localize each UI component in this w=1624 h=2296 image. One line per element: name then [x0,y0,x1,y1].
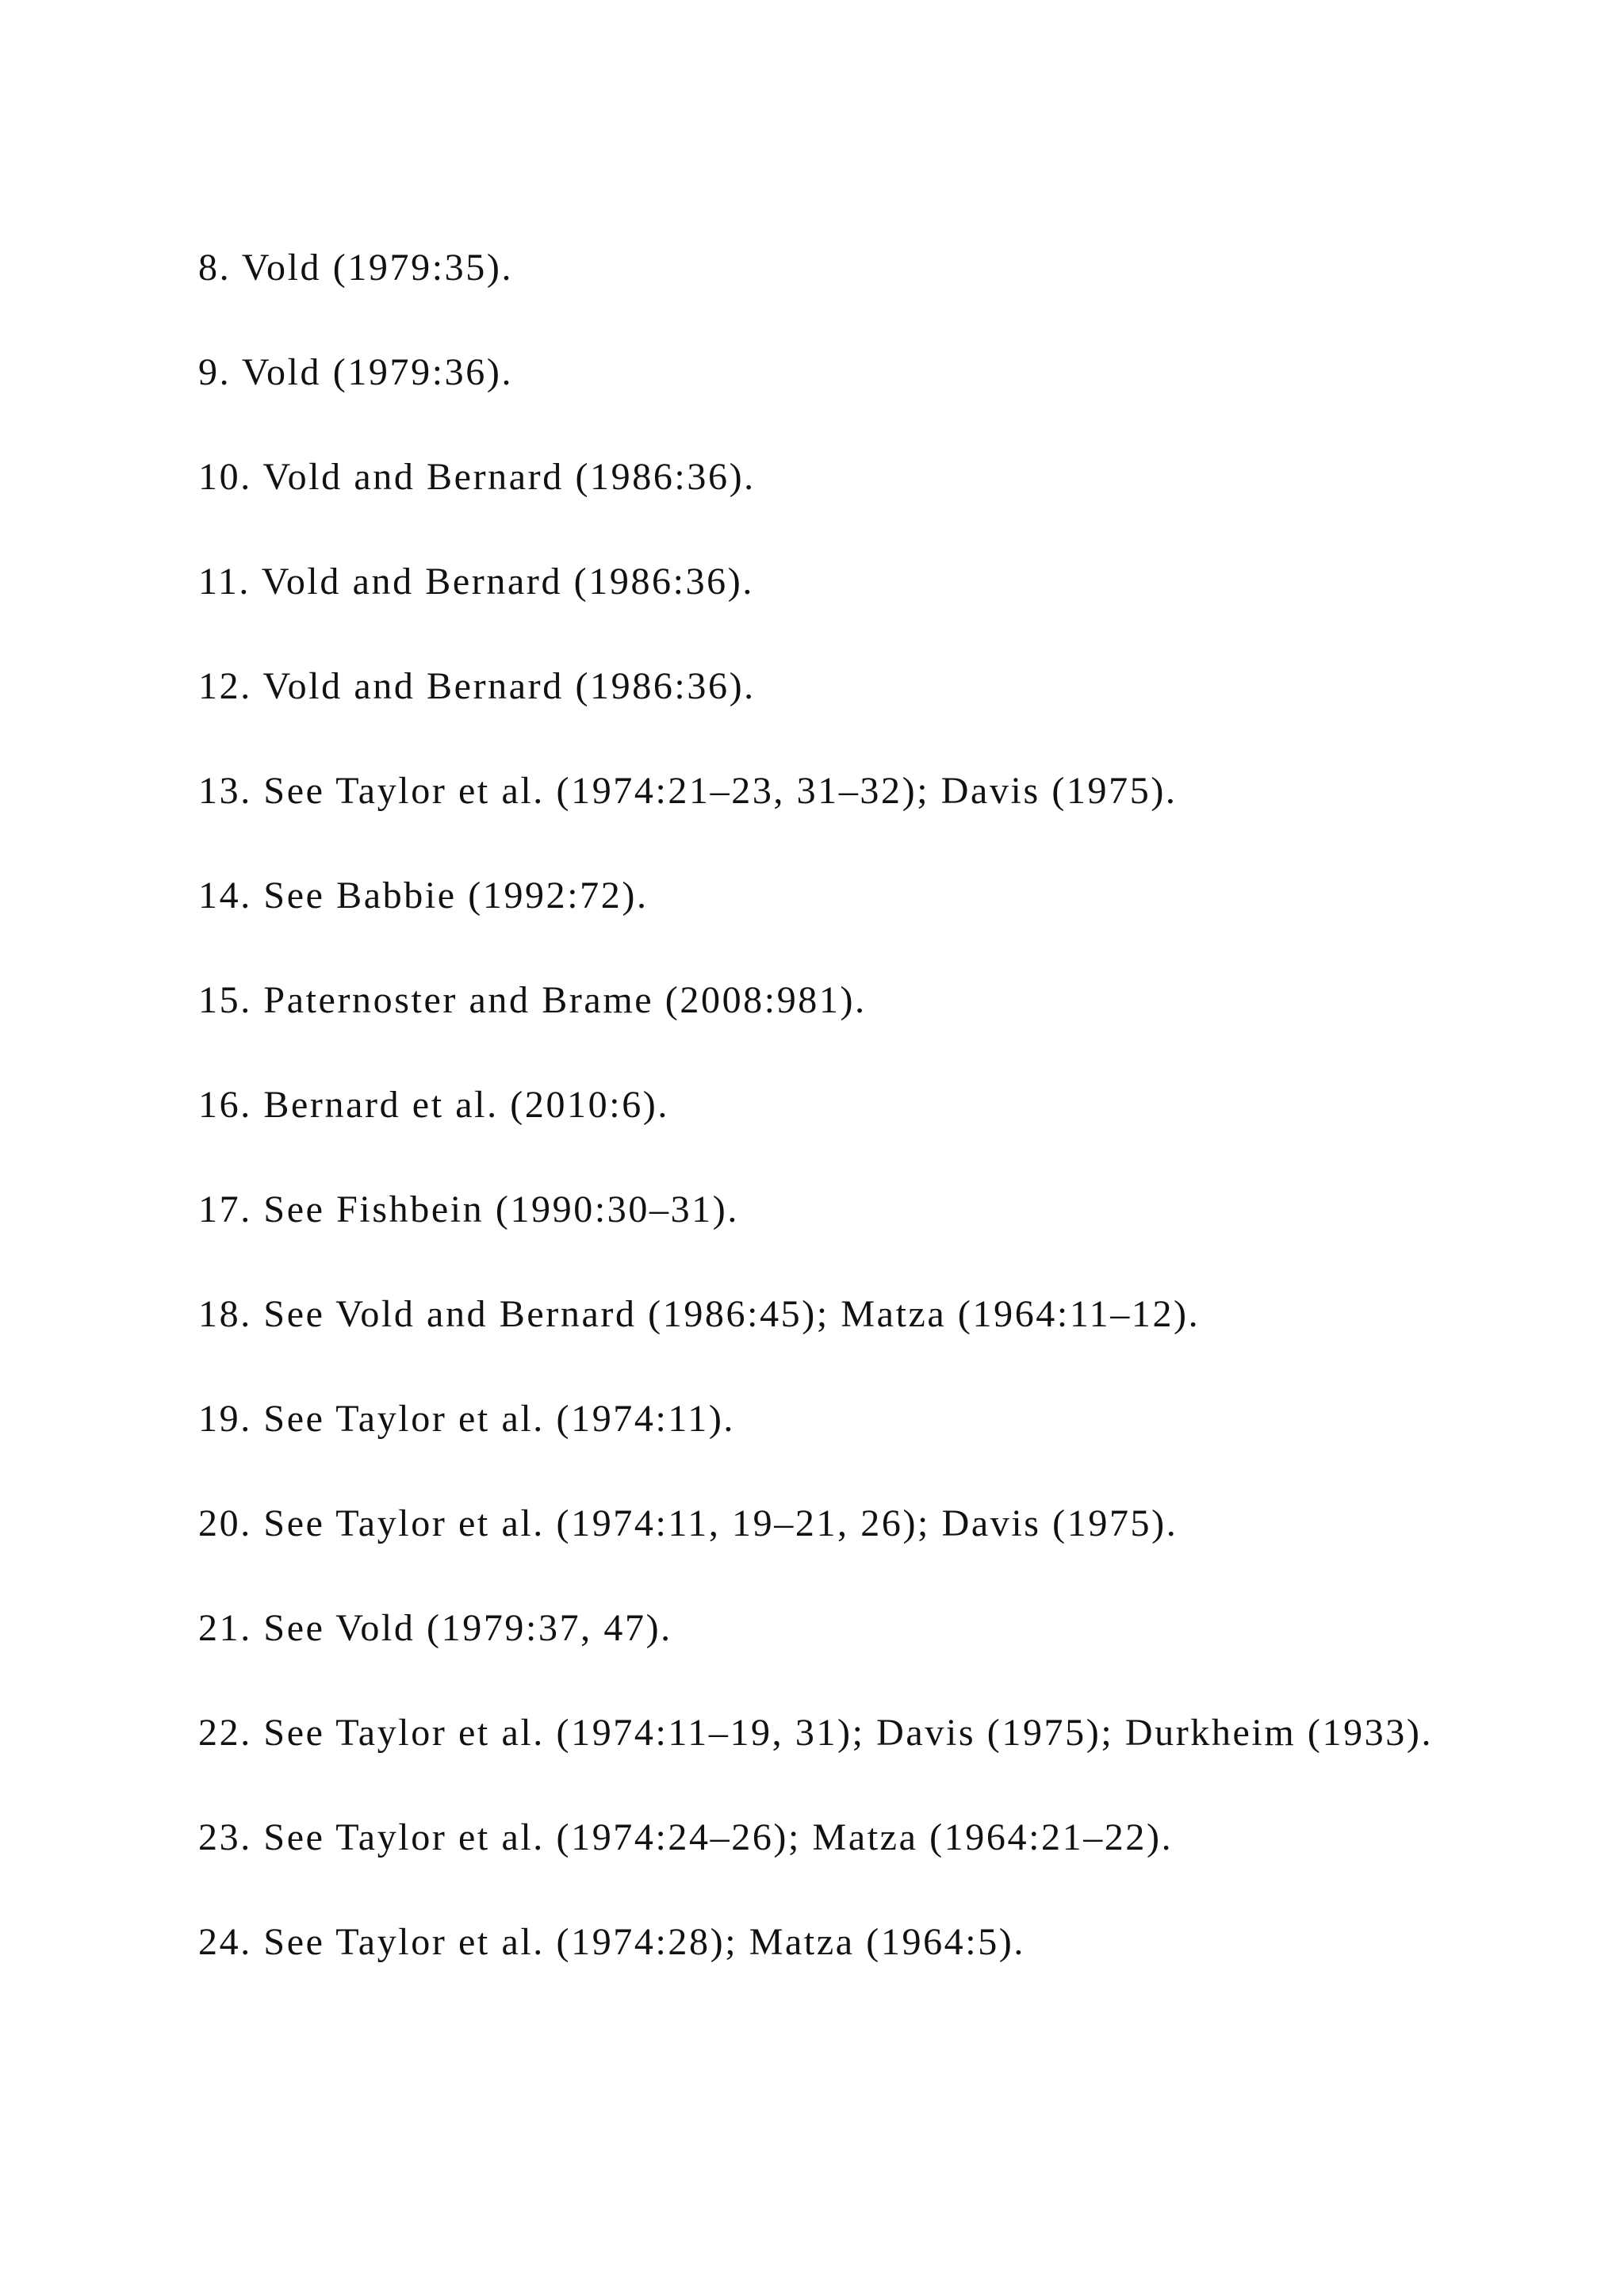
endnote-24: 24. See Taylor et al. (1974:28); Matza (1964:5). [198,1921,1025,1963]
endnote-13: 13. See Taylor et al. (1974:21–23, 31–32); Davis (1975). [198,770,1178,812]
endnote-12: 12. Vold and Bernard (1986:36). [198,665,756,707]
endnote-18: 18. See Vold and Bernard (1986:45); Matza (1964:11–12). [198,1293,1201,1335]
endnote-20: 20. See Taylor et al. (1974:11, 19–21, 26); Davis (1975). [198,1502,1178,1544]
endnote-17: 17. See Fishbein (1990:30–31). [198,1188,739,1230]
endnote-14: 14. See Babbie (1992:72). [198,874,649,916]
endnote-23: 23. See Taylor et al. (1974:24–26); Matza (1964:21–22). [198,1816,1174,1858]
endnote-22: 22. See Taylor et al. (1974:11–19, 31); Davis (1975); Durkheim (1933). [198,1712,1434,1754]
endnotes-list [198,242,1435,2021]
endnote-21: 21. See Vold (1979:37, 47). [198,1607,672,1649]
endnote-11: 11. Vold and Bernard (1986:36). [198,561,754,603]
endnote-10: 10. Vold and Bernard (1986:36). [198,456,756,498]
endnote-8: 8. Vold (1979:35). [198,247,514,289]
endnote-19: 19. See Taylor et al. (1974:11). [198,1398,736,1440]
endnote-9: 9. Vold (1979:36). [198,351,514,393]
endnote-16: 16. Bernard et al. (2010:6). [198,1084,669,1126]
endnote-15: 15. Paternoster and Brame (2008:981). [198,979,867,1021]
